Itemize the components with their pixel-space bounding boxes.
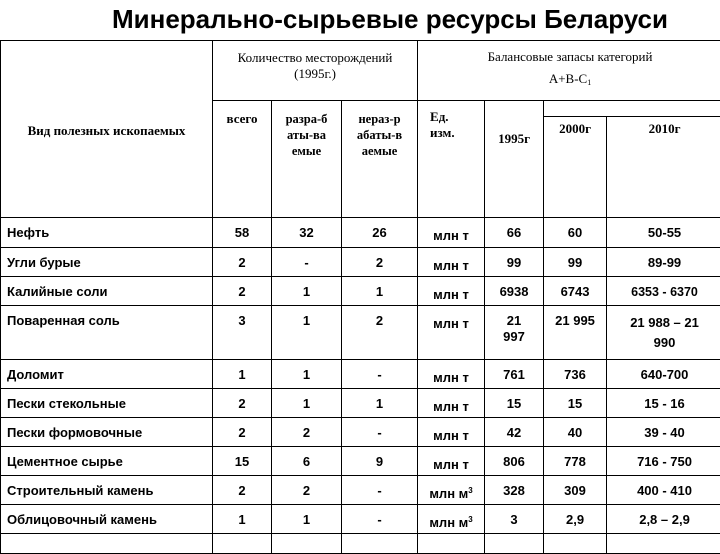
row-unit-sup: 3	[468, 486, 472, 495]
row-unit-text: млн т	[433, 457, 469, 472]
header-2000: 2000г	[544, 117, 607, 218]
row-name: Доломит	[1, 360, 213, 389]
row-undeveloped: 1	[342, 277, 418, 306]
row-1995: 6938	[485, 277, 544, 306]
table-row	[1, 306, 720, 360]
row-2010: 21 988 – 21 990	[607, 306, 720, 360]
table-row	[1, 277, 720, 306]
row-undeveloped: 2	[342, 306, 418, 360]
row-unit	[418, 389, 485, 418]
row-name: Пески стекольные	[1, 389, 213, 418]
row-unit	[418, 447, 485, 476]
row-1995: 21 997	[485, 306, 544, 360]
row-undeveloped: 1	[342, 389, 418, 418]
empty-cell	[213, 534, 272, 554]
row-total: 58	[213, 218, 272, 248]
row-1995: 3	[485, 505, 544, 534]
header-reserves	[418, 41, 720, 101]
row-total: 2	[213, 418, 272, 447]
row-unit-sup: 3	[468, 515, 472, 524]
row-developed: -	[272, 248, 342, 277]
header-type	[1, 41, 213, 218]
header-1995: 1995г	[485, 101, 544, 218]
row-developed: 32	[272, 218, 342, 248]
row-1995: 99	[485, 248, 544, 277]
header-undeveloped: нераз-р абаты-в аемые	[342, 101, 418, 218]
header-reserves-category	[418, 71, 720, 91]
row-unit-text: млн м	[429, 486, 468, 501]
table-row	[1, 505, 720, 534]
row-total: 1	[213, 505, 272, 534]
empty-cell	[544, 534, 607, 554]
row-developed: 6	[272, 447, 342, 476]
row-2000: 2,9	[544, 505, 607, 534]
row-developed: 1	[272, 306, 342, 360]
row-2010: 50-55	[607, 218, 720, 248]
row-total: 2	[213, 389, 272, 418]
header-unit-text: Ед. изм.	[430, 109, 462, 141]
row-unit	[418, 277, 485, 306]
row-1995: 66	[485, 218, 544, 248]
row-developed: 1	[272, 360, 342, 389]
row-unit-text: млн т	[433, 287, 469, 302]
empty-cell	[607, 534, 720, 554]
row-2000: 736	[544, 360, 607, 389]
row-total: 2	[213, 277, 272, 306]
row-total: 1	[213, 360, 272, 389]
row-total: 2	[213, 476, 272, 505]
row-2010: 15 - 16	[607, 389, 720, 418]
row-2000: 778	[544, 447, 607, 476]
row-name: Нефть	[1, 218, 213, 248]
row-unit-text: млн т	[433, 258, 469, 273]
row-unit	[418, 248, 485, 277]
row-2010: 89-99	[607, 248, 720, 277]
row-developed: 1	[272, 389, 342, 418]
row-unit-text: млн т	[433, 316, 469, 331]
row-unit-text: млн т	[433, 428, 469, 443]
table-row	[1, 218, 720, 248]
header-developed: разра-б аты-ва емые	[272, 101, 342, 218]
row-1995: 761	[485, 360, 544, 389]
header-deposits-text: Количество месторождений (1995г.)	[213, 50, 417, 82]
empty-cell	[342, 534, 418, 554]
row-unit	[418, 360, 485, 389]
header-reserves-text: Балансовые запасы категорий	[418, 49, 720, 65]
table-row	[1, 389, 720, 418]
row-name: Цементное сырье	[1, 447, 213, 476]
header-deposits	[213, 41, 418, 101]
row-1995: 328	[485, 476, 544, 505]
row-developed: 2	[272, 418, 342, 447]
row-name: Калийные соли	[1, 277, 213, 306]
row-2010: 2,8 – 2,9	[607, 505, 720, 534]
resources-table	[0, 40, 720, 554]
row-2000: 15	[544, 389, 607, 418]
row-undeveloped: 2	[342, 248, 418, 277]
header-unit	[418, 101, 485, 218]
page-title: Минерально-сырьевые ресурсы Беларуси	[0, 4, 720, 35]
row-unit	[418, 505, 485, 534]
table-row	[1, 476, 720, 505]
row-name: Поваренная соль	[1, 306, 213, 360]
row-unit-text: млн т	[433, 399, 469, 414]
empty-cell	[485, 534, 544, 554]
row-2000: 309	[544, 476, 607, 505]
row-2000: 60	[544, 218, 607, 248]
row-2000: 21 995	[544, 306, 607, 360]
row-2010: 39 - 40	[607, 418, 720, 447]
row-2010: 640-700	[607, 360, 720, 389]
header-reserves-category-text: А+В-С	[549, 71, 587, 86]
row-name: Строительный камень	[1, 476, 213, 505]
header-type-text: Вид полезных ископаемых	[1, 123, 212, 139]
row-1995: 806	[485, 447, 544, 476]
row-total: 2	[213, 248, 272, 277]
row-unit-text: млн т	[433, 370, 469, 385]
table-row	[1, 447, 720, 476]
row-name: Облицовочный камень	[1, 505, 213, 534]
row-2010: 716 - 750	[607, 447, 720, 476]
row-2000: 6743	[544, 277, 607, 306]
row-developed: 1	[272, 277, 342, 306]
row-2000: 40	[544, 418, 607, 447]
row-unit-text: млн м	[429, 515, 468, 530]
row-total: 15	[213, 447, 272, 476]
row-developed: 2	[272, 476, 342, 505]
row-developed: 1	[272, 505, 342, 534]
table-row	[1, 418, 720, 447]
row-2010: 6353 - 6370	[607, 277, 720, 306]
row-undeveloped: -	[342, 360, 418, 389]
row-undeveloped: 9	[342, 447, 418, 476]
row-undeveloped: -	[342, 418, 418, 447]
row-2010: 400 - 410	[607, 476, 720, 505]
row-unit	[418, 306, 485, 360]
table-row-empty	[1, 534, 720, 554]
table-row	[1, 248, 720, 277]
empty-cell	[272, 534, 342, 554]
header-2010: 2010г	[607, 117, 720, 218]
row-2000: 99	[544, 248, 607, 277]
row-unit	[418, 476, 485, 505]
row-unit	[418, 418, 485, 447]
table-row	[1, 360, 720, 389]
header-total: всего	[213, 101, 272, 218]
row-undeveloped: -	[342, 476, 418, 505]
empty-cell	[418, 534, 485, 554]
row-total: 3	[213, 306, 272, 360]
row-1995: 42	[485, 418, 544, 447]
row-unit-text: млн т	[433, 228, 469, 243]
row-name: Угли бурые	[1, 248, 213, 277]
row-1995: 15	[485, 389, 544, 418]
row-undeveloped: 26	[342, 218, 418, 248]
row-undeveloped: -	[342, 505, 418, 534]
empty-cell	[1, 534, 213, 554]
header-forecast-spacer	[544, 101, 720, 117]
row-name: Пески формовочные	[1, 418, 213, 447]
header-reserves-category-sub: 1	[587, 78, 591, 87]
row-unit	[418, 218, 485, 248]
